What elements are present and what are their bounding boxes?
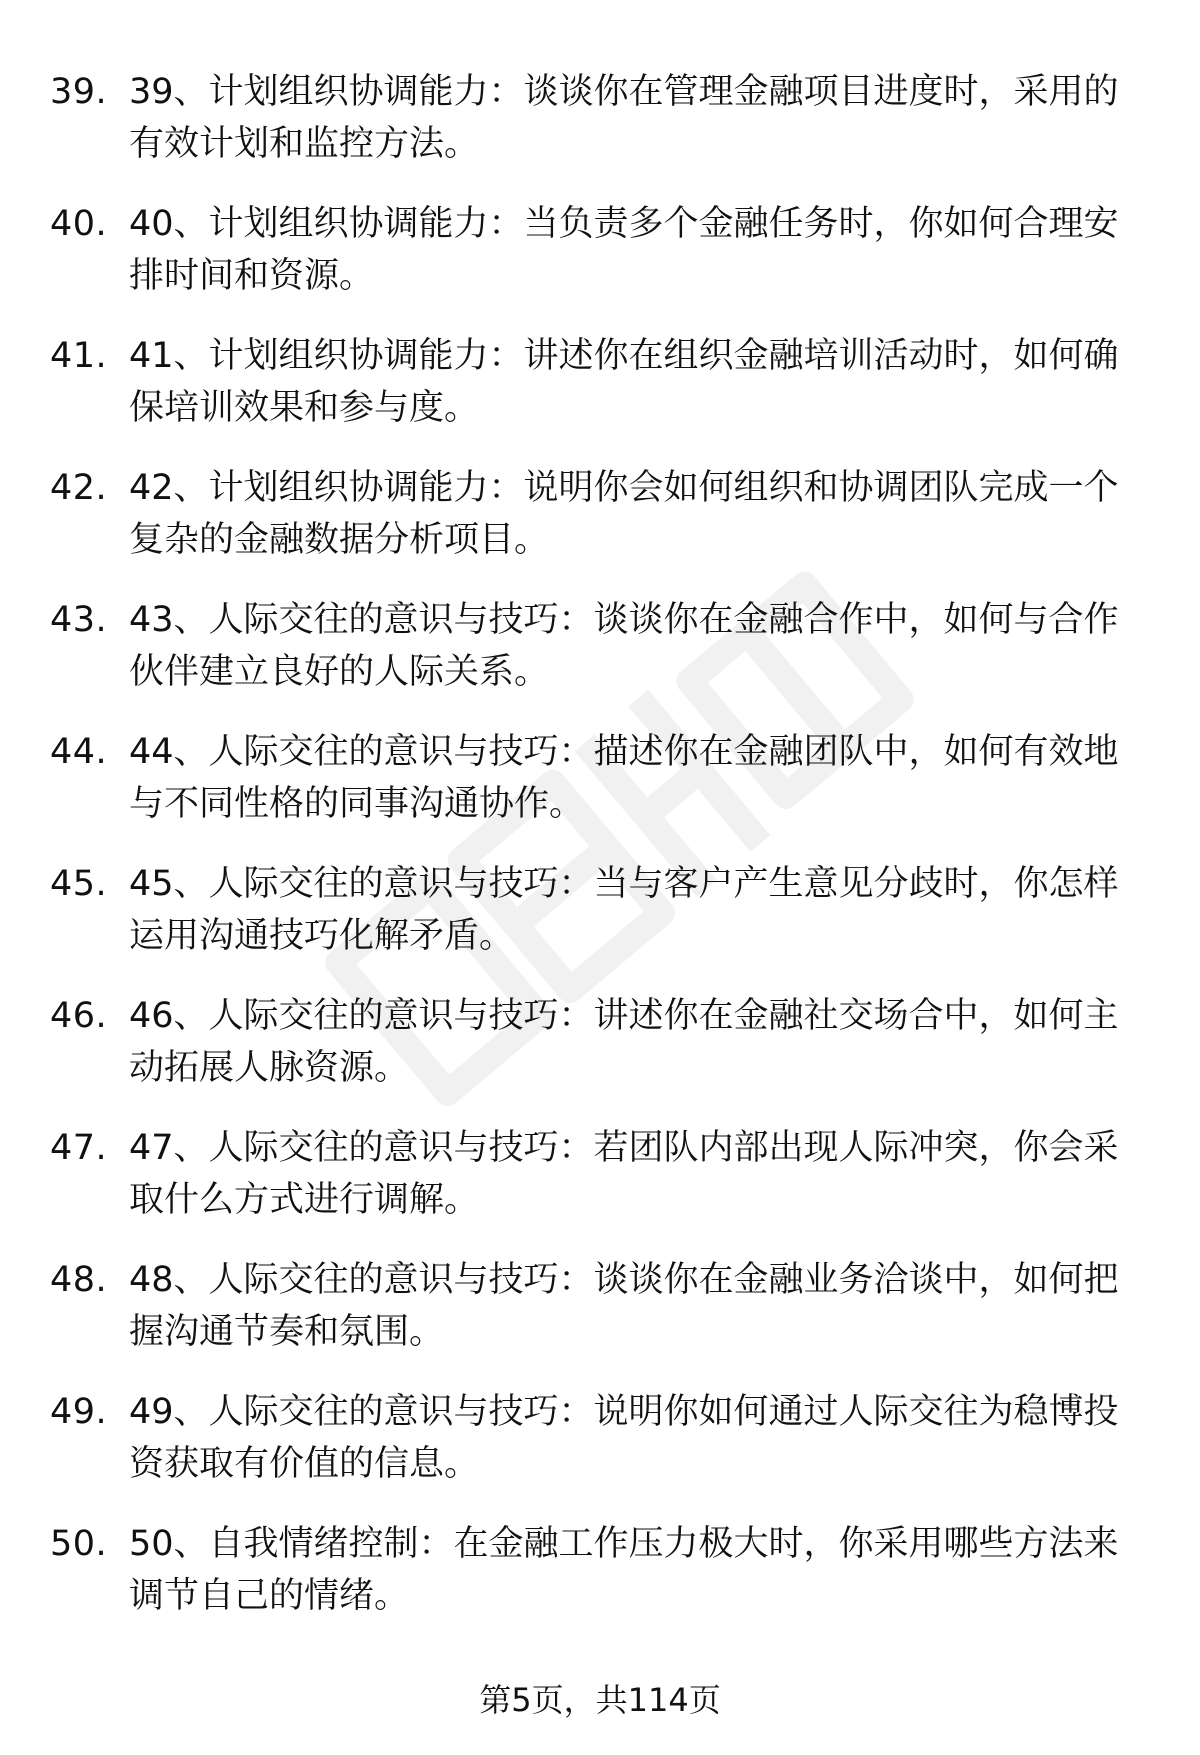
item-number: 44. xyxy=(50,732,108,772)
list-item xyxy=(0,330,1200,462)
list-item xyxy=(0,1122,1200,1254)
item-text: 42、计划组织协调能力：说明你会如何组织和协调团队完成一个复杂的金融数据分析项目。 xyxy=(129,468,1119,560)
item-text: 47、人际交往的意识与技巧：若团队内部出现人际冲突，你会采取什么方式进行调解。 xyxy=(129,1128,1119,1220)
item-text: 44、人际交往的意识与技巧：描述你在金融团队中，如何有效地与不同性格的同事沟通协作。 xyxy=(129,732,1119,824)
item-number: 48. xyxy=(50,1260,108,1300)
list-item xyxy=(0,1518,1200,1650)
list-item xyxy=(0,594,1200,726)
list-item xyxy=(0,66,1200,198)
item-number: 41. xyxy=(50,336,108,376)
item-text: 40、计划组织协调能力：当负责多个金融任务时，你如何合理安排时间和资源。 xyxy=(129,204,1119,296)
item-text: 48、人际交往的意识与技巧：谈谈你在金融业务洽谈中，如何把握沟通节奏和氛围。 xyxy=(129,1260,1119,1352)
question-list xyxy=(0,66,1200,1650)
item-number: 42. xyxy=(50,468,108,508)
item-number: 49. xyxy=(50,1392,108,1432)
item-text: 49、人际交往的意识与技巧：说明你如何通过人际交往为稳博投资获取有价值的信息。 xyxy=(129,1392,1119,1484)
list-item xyxy=(0,990,1200,1122)
item-text: 43、人际交往的意识与技巧：谈谈你在金融合作中，如何与合作伙伴建立良好的人际关系。 xyxy=(129,600,1119,692)
page-number: 第5页，共114页 xyxy=(479,1681,721,1719)
item-text: 39、计划组织协调能力：谈谈你在管理金融项目进度时，采用的有效计划和监控方法。 xyxy=(129,72,1119,164)
item-number: 47. xyxy=(50,1128,108,1168)
item-text: 41、计划组织协调能力：讲述你在组织金融培训活动时，如何确保培训效果和参与度。 xyxy=(129,336,1119,428)
list-item xyxy=(0,858,1200,990)
list-item xyxy=(0,462,1200,594)
item-number: 40. xyxy=(50,204,108,244)
item-number: 45. xyxy=(50,864,108,904)
item-number: 46. xyxy=(50,996,108,1036)
list-item xyxy=(0,1254,1200,1386)
item-text: 50、自我情绪控制：在金融工作压力极大时，你采用哪些方法来调节自己的情绪。 xyxy=(129,1524,1119,1616)
item-number: 39. xyxy=(50,72,108,112)
item-number: 50. xyxy=(50,1524,108,1564)
list-item xyxy=(0,198,1200,330)
list-item xyxy=(0,1386,1200,1518)
item-text: 46、人际交往的意识与技巧：讲述你在金融社交场合中，如何主动拓展人脉资源。 xyxy=(129,996,1119,1088)
list-item xyxy=(0,726,1200,858)
item-number: 43. xyxy=(50,600,108,640)
item-text: 45、人际交往的意识与技巧：当与客户产生意见分歧时，你怎样运用沟通技巧化解矛盾。 xyxy=(129,864,1119,956)
